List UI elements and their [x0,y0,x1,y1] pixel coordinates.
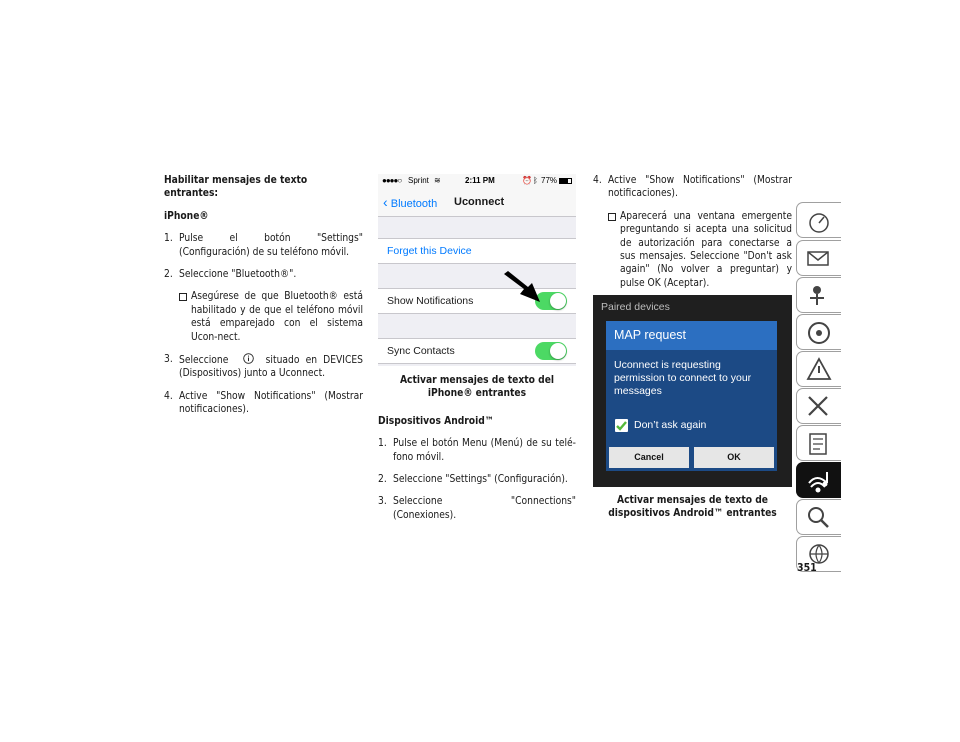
android-step-3: 3. Seleccione "Connections" (Conexiones). [378,496,576,521]
square-bullet-icon [179,293,187,301]
wifi-icon: ≋ [434,176,441,185]
carrier-label: Sprint [408,176,429,185]
dont-ask-checkbox[interactable] [615,419,628,432]
chevron-left-icon: ‹ [383,194,388,210]
step-3-text-b: situado en DEVICES (Dispositivos) junto a Uconnect. [179,355,363,380]
step-3-text-a: Seleccione [179,355,229,367]
spacer [378,314,576,338]
tab-dashboard-icon[interactable] [796,202,841,238]
android-step-1: 1. Pulse el botón Menu (Menú) de su telé-fono móvil. [378,438,576,463]
step-4-text: Active "Show Notifications" (Mostrar notificaciones). [179,390,363,416]
tab-multimedia-icon[interactable] [796,462,841,498]
heading-enable-messages: Habilitar mensajes de texto entrantes: [164,175,308,200]
bullet-bluetooth-text: Asegúrese de que Bluetooth® está habilitado y de que el teléfono móvil está emparejado con el sistema Ucon-nect. [191,291,363,343]
signal-dots-icon: ●●●●○ [382,176,402,185]
right-column [593,174,792,299]
iphone-screenshot [378,174,576,366]
bullet-popup-text: Aparecerá una ventana emergente preguntando si acepta una solicitud de autorización para conectarse a sus mensajes. Seleccione "Don't ask again" (No volver a preguntar) y pulse OK (Aceptar). [620,210,792,289]
step-2: 2. Seleccione "Bluetooth®". [164,268,363,281]
step-2-text: Seleccione "Bluetooth®". [179,269,297,281]
android-step-4: 4. Active "Show Notifications" (Mostrar notificaciones). [593,175,792,200]
sync-contacts-toggle[interactable] [535,342,567,360]
tab-safety-icon[interactable] [796,277,841,313]
middle-column [378,374,576,531]
android-caption: Activar mensajes de texto de dispositivos Android™ entrantes [608,495,777,520]
info-icon [243,353,254,364]
heading-android: Dispositivos Android™ [378,415,494,427]
tab-steering-wheel-icon[interactable] [796,314,841,350]
android-step-1-text: Pulse el botón Menu (Menú) de su telé-fono móvil. [393,438,576,463]
heading-iphone: iPhone® [164,210,209,222]
show-notifications-label: Show Notifications [387,295,474,307]
step-4: 4. Active "Show Notifications" (Mostrar notificaciones). [164,390,363,416]
tab-messages-icon[interactable] [796,240,841,276]
battery-label: 77% [541,176,558,185]
pointer-arrow-icon [502,270,542,306]
left-column [164,174,363,426]
step-3: 3. Seleccione situado en DEVICES (Dispositivos) junto a Uconnect. [164,354,363,380]
step-1-text: Pulse el botón "Settings" (Configuración) de su teléfono móvil. [179,233,363,258]
android-step-2: 2. Seleccione "Settings" (Configuración). [378,473,576,486]
dont-ask-label: Don’t ask again [634,419,707,431]
show-notifications-cell [378,288,576,314]
tab-warning-icon[interactable] [796,351,841,387]
android-step-4-text: Active "Show Notifications" (Mostrar notificaciones). [608,175,792,200]
back-label: Bluetooth [390,198,438,210]
page-number: 351 [797,562,817,574]
checkmark-icon [615,419,628,432]
ios-nav-bar [378,188,576,217]
tab-search-icon[interactable] [796,499,841,535]
status-time: 2:11 PM [465,176,495,185]
paired-devices-header: Paired devices [601,301,670,313]
tab-specs-icon[interactable] [796,425,841,461]
battery-icon [559,178,572,184]
nav-title: Uconnect [454,196,505,208]
spacer [378,217,576,238]
cancel-button[interactable]: Cancel [609,447,689,468]
bullet-popup [593,210,792,290]
forget-device-cell[interactable] [378,238,576,264]
android-step-2-text: Seleccione "Settings" (Configuración). [393,474,568,486]
step-1: 1. Pulse el botón "Settings" (Configuración) de su teléfono móvil. [164,233,363,258]
android-screenshot [593,295,792,487]
tab-maintenance-icon[interactable] [796,388,841,424]
iphone-caption: Activar mensajes de texto del iPhone® entrantes [399,375,555,400]
back-button[interactable] [383,188,437,218]
map-request-dialog [606,321,777,471]
dialog-title: MAP request [606,321,777,350]
bluetooth-icon: ᛒ [533,176,538,185]
forget-device-label: Forget this Device [387,245,472,257]
ok-button[interactable]: OK [694,447,774,468]
sync-contacts-label: Sync Contacts [387,345,455,357]
android-step-3-text: Seleccione "Connections" (Conexiones). [393,496,576,521]
spacer [378,264,576,288]
alarm-icon: ⏰ [522,176,532,185]
dialog-message: Uconnect is requesting permission to connect to your messages [614,359,752,397]
bullet-bluetooth [164,290,363,344]
sync-contacts-cell [378,338,576,364]
ios-status-bar [378,174,576,188]
square-bullet-icon [608,213,616,221]
